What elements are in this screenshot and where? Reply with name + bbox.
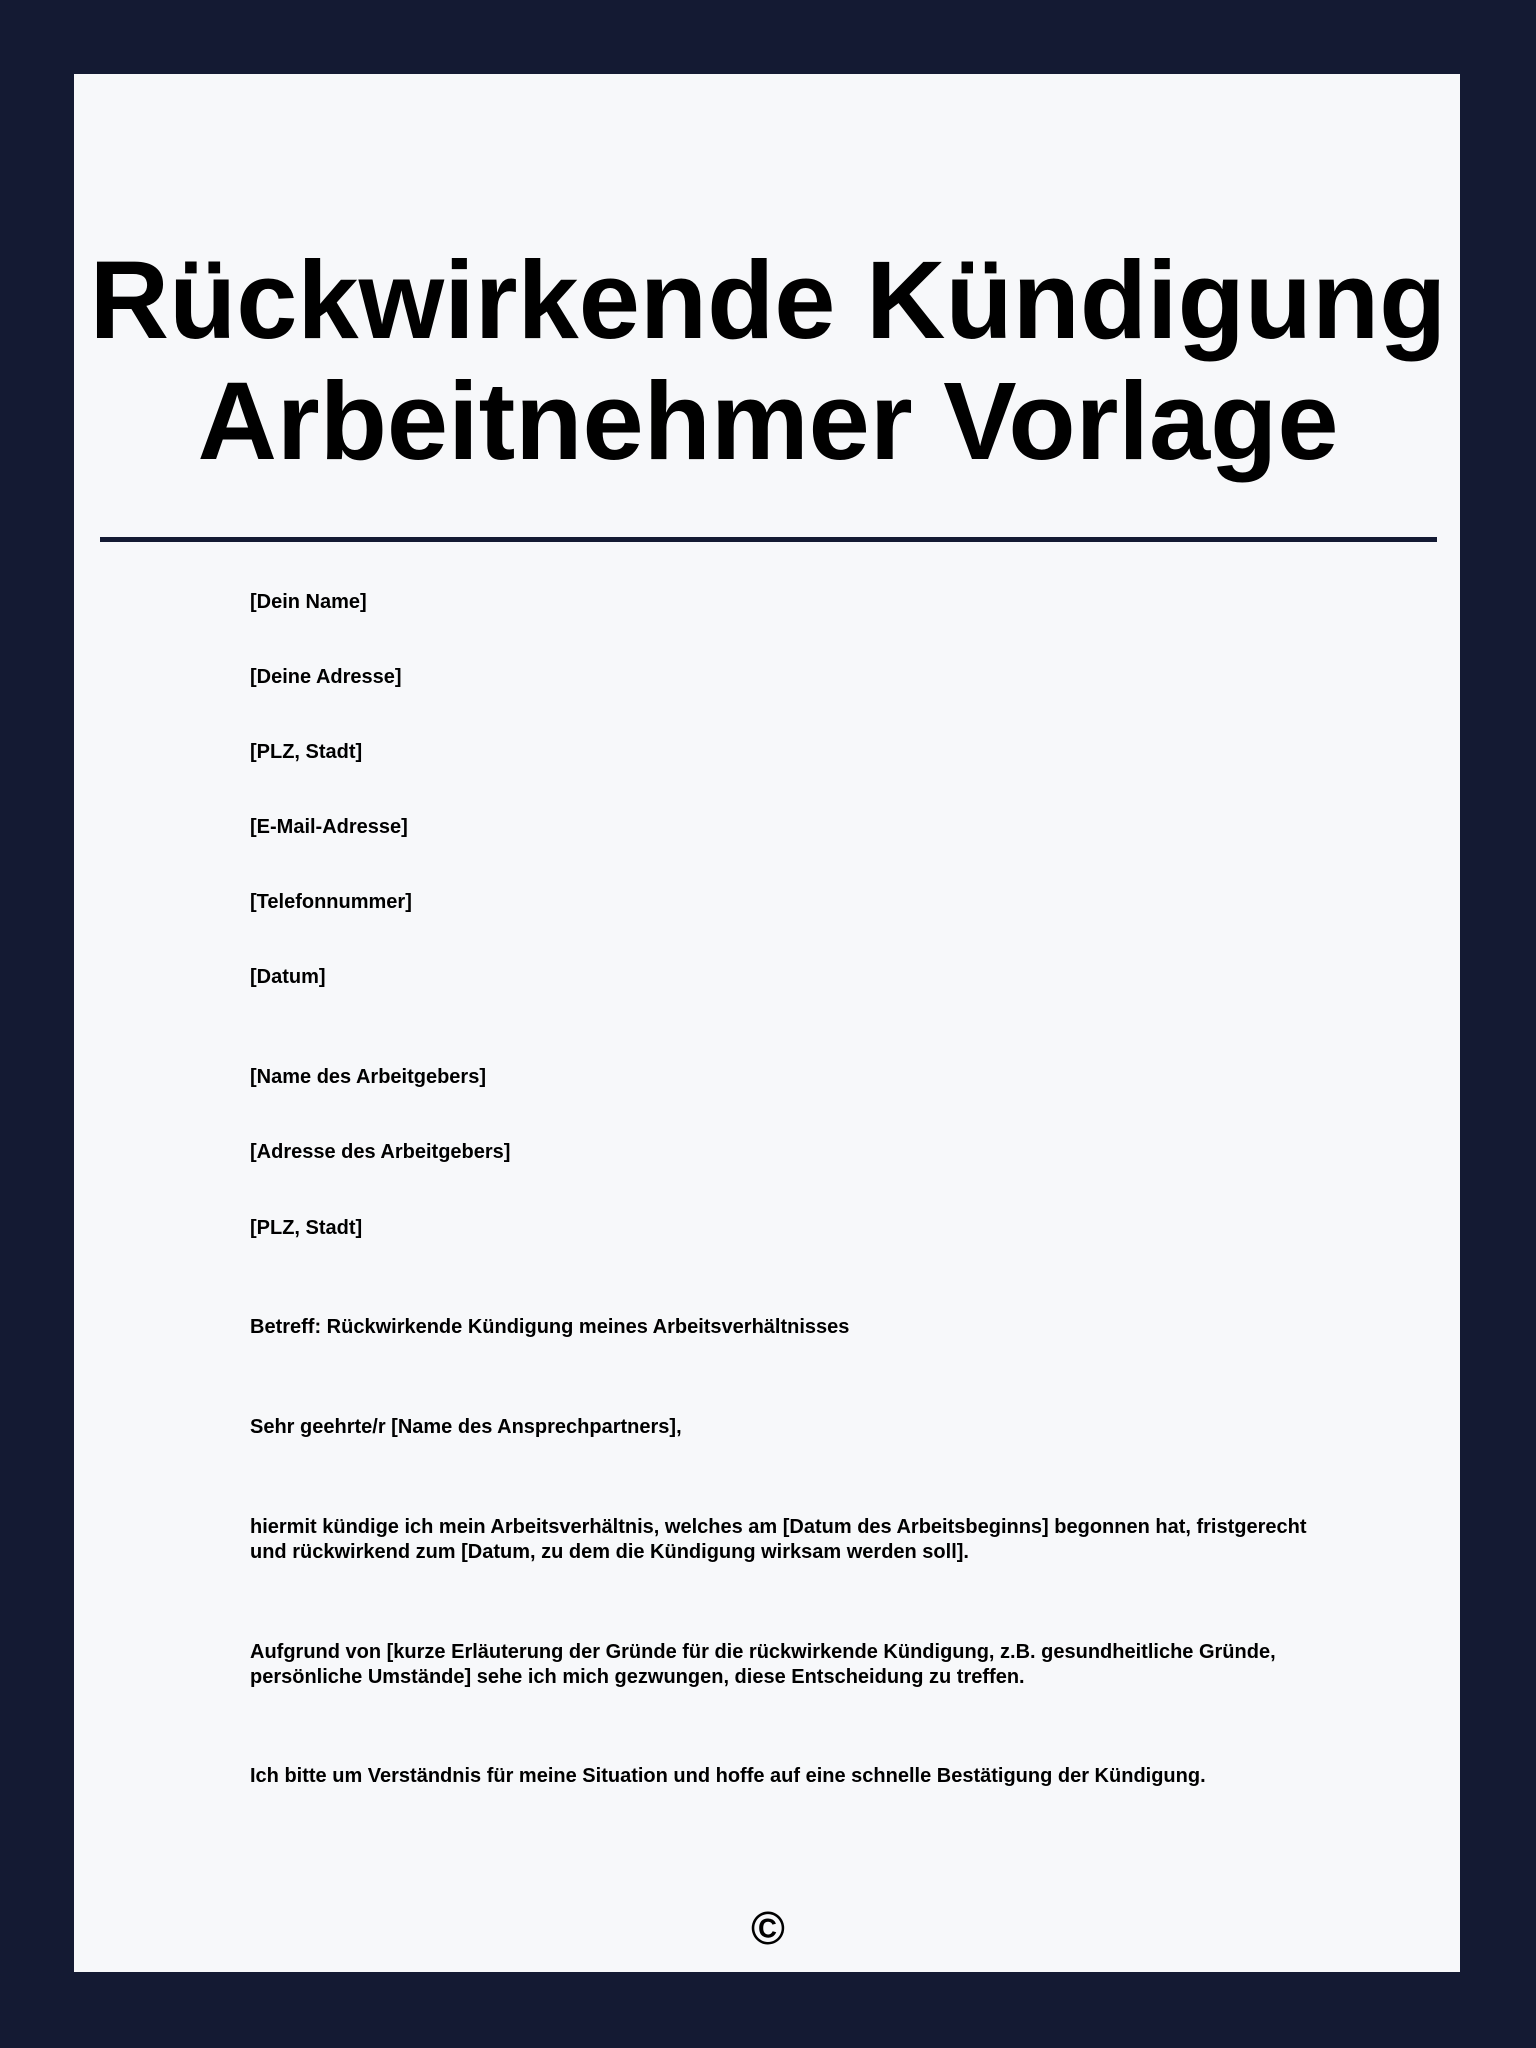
paragraph-1: hiermit kündige ich mein Arbeitsverhältnis, welches am [Datum des Arbeitsbeginns] begonnen hat, fristgerecht und rückwirkend zum [Datum, zu dem die Kündigung wirksam werden soll]. xyxy=(250,1516,1307,1563)
sender-city: [PLZ, Stadt] xyxy=(250,741,363,763)
recipient-name: [Name des Arbeitgebers] xyxy=(250,1066,486,1088)
paragraph-2: Aufgrund von [kurze Erläuterung der Gründe für die rückwirkende Kündigung, z.B. gesundheitliche Gründe, persönliche Umstände] sehe ich mich gezwungen, diese Entscheidung zu treffen. xyxy=(250,1641,1276,1688)
recipient-address: [Adresse des Arbeitgebers] xyxy=(250,1141,511,1163)
paragraph-3: Ich bitte um Verständnis für meine Situation und hoffe auf eine schnelle Bestätigung der Kündigung. xyxy=(250,1765,1206,1787)
subject-line: Betreff: Rückwirkende Kündigung meines Arbeitsverhältnisses xyxy=(250,1316,850,1338)
sender-address: [Deine Adresse] xyxy=(250,666,402,688)
copyright-icon: © xyxy=(751,1902,785,1954)
document-title xyxy=(0,240,1536,482)
title-line-1: Rückwirkende Kündigung xyxy=(89,239,1447,362)
letter-date: [Datum] xyxy=(250,966,326,988)
sender-phone: [Telefonnummer] xyxy=(250,891,412,913)
title-divider xyxy=(100,537,1437,542)
salutation: Sehr geehrte/r [Name des Ansprechpartners], xyxy=(250,1416,682,1438)
recipient-city: [PLZ, Stadt] xyxy=(250,1217,363,1239)
sender-name: [Dein Name] xyxy=(250,591,367,613)
title-line-2: Arbeitnehmer Vorlage xyxy=(197,360,1339,483)
sender-email: [E-Mail-Adresse] xyxy=(250,816,408,838)
